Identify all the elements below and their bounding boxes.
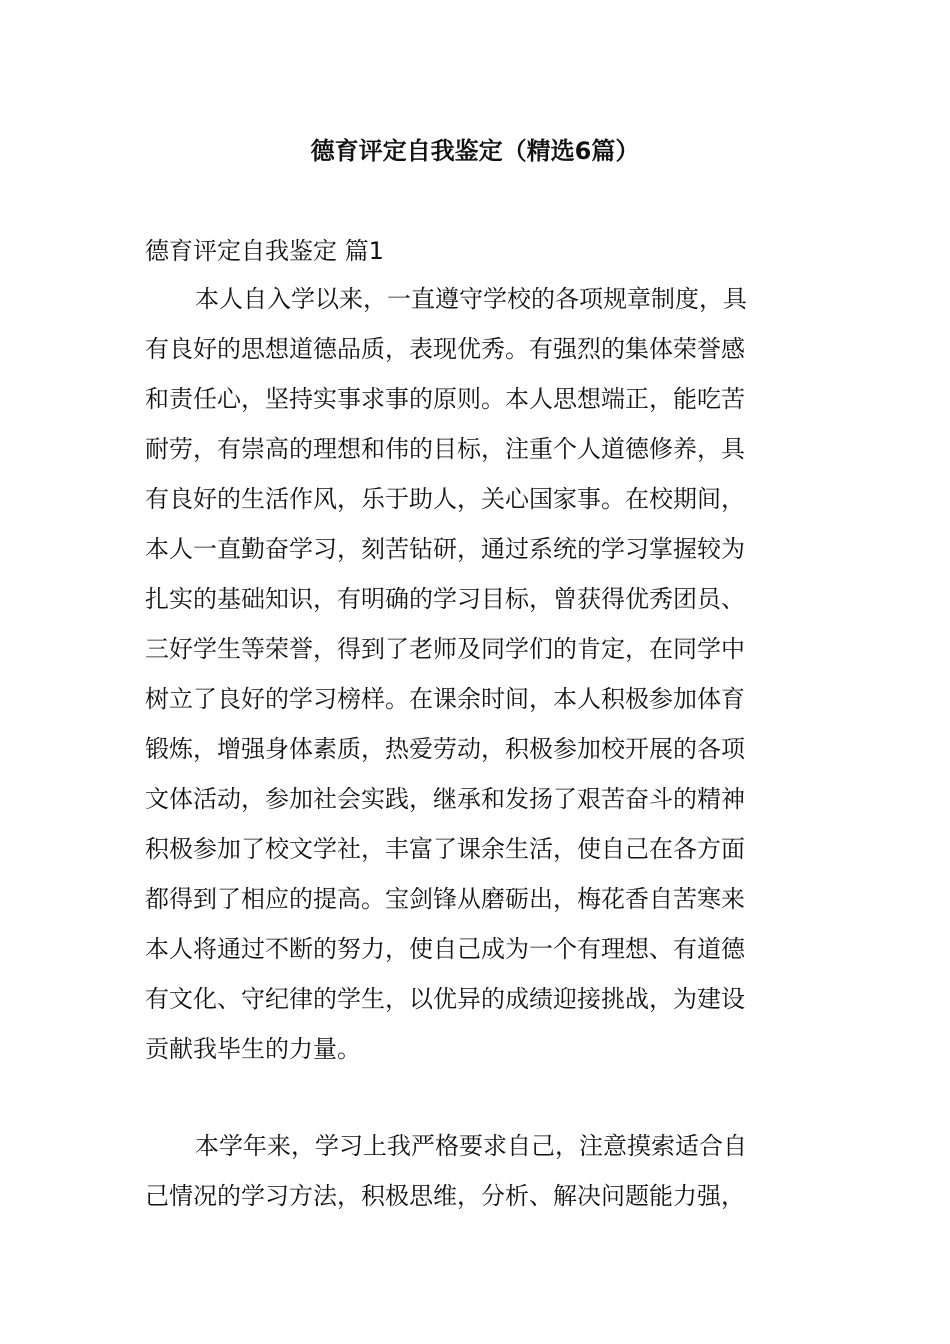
paragraph-line: 锻炼，增强身体素质，热爱劳动，积极参加校开展的各项 bbox=[145, 735, 745, 763]
document-title: 德育评定自我鉴定（精选6篇） bbox=[310, 137, 640, 165]
paragraph-line: 己情况的学习方法，积极思维，分析、解决问题能力强， bbox=[145, 1182, 745, 1210]
paragraph-line: 扎实的基础知识，有明确的学习目标，曾获得优秀团员、 bbox=[145, 585, 745, 613]
paragraph-2 bbox=[145, 1121, 825, 1221]
paragraph-line: 本人自入学以来，一直遵守学校的各项规章制度，具 bbox=[195, 285, 747, 313]
paragraph-line: 和责任心，坚持实事求事的原则。本人思想端正，能吃苦 bbox=[145, 385, 745, 413]
paragraph-1 bbox=[145, 274, 825, 1074]
paragraph-line: 耐劳，有崇高的理想和伟的目标，注重个人道德修养，具 bbox=[145, 435, 745, 463]
paragraph-line: 有文化、守纪律的学生，以优异的成绩迎接挑战，为建设 bbox=[145, 985, 745, 1013]
paragraph-line: 本学年来，学习上我严格要求自己，注意摸索适合自 bbox=[195, 1132, 747, 1160]
section-heading: 德育评定自我鉴定 篇1 bbox=[145, 237, 384, 265]
paragraph-line: 有良好的思想道德品质，表现优秀。有强烈的集体荣誉感 bbox=[145, 335, 745, 363]
paragraph-line: 文体活动，参加社会实践，继承和发扬了艰苦奋斗的精神 bbox=[145, 785, 745, 813]
paragraph-line: 本人将通过不断的努力，使自己成为一个有理想、有道德 bbox=[145, 935, 745, 963]
paragraph-line: 树立了良好的学习榜样。在课余时间，本人积极参加体育 bbox=[145, 685, 745, 713]
paragraph-line: 三好学生等荣誉，得到了老师及同学们的肯定，在同学中 bbox=[145, 635, 745, 663]
paragraph-line: 有良好的生活作风，乐于助人，关心国家事。在校期间， bbox=[145, 485, 745, 513]
paragraph-line: 都得到了相应的提高。宝剑锋从磨砺出，梅花香自苦寒来 bbox=[145, 885, 745, 913]
paragraph-line: 积极参加了校文学社，丰富了课余生活，使自己在各方面 bbox=[145, 835, 745, 863]
paragraph-line: 本人一直勤奋学习，刻苦钻研，通过系统的学习掌握较为 bbox=[145, 535, 745, 563]
paragraph-line: 贡献我毕生的力量。 bbox=[145, 1035, 361, 1063]
